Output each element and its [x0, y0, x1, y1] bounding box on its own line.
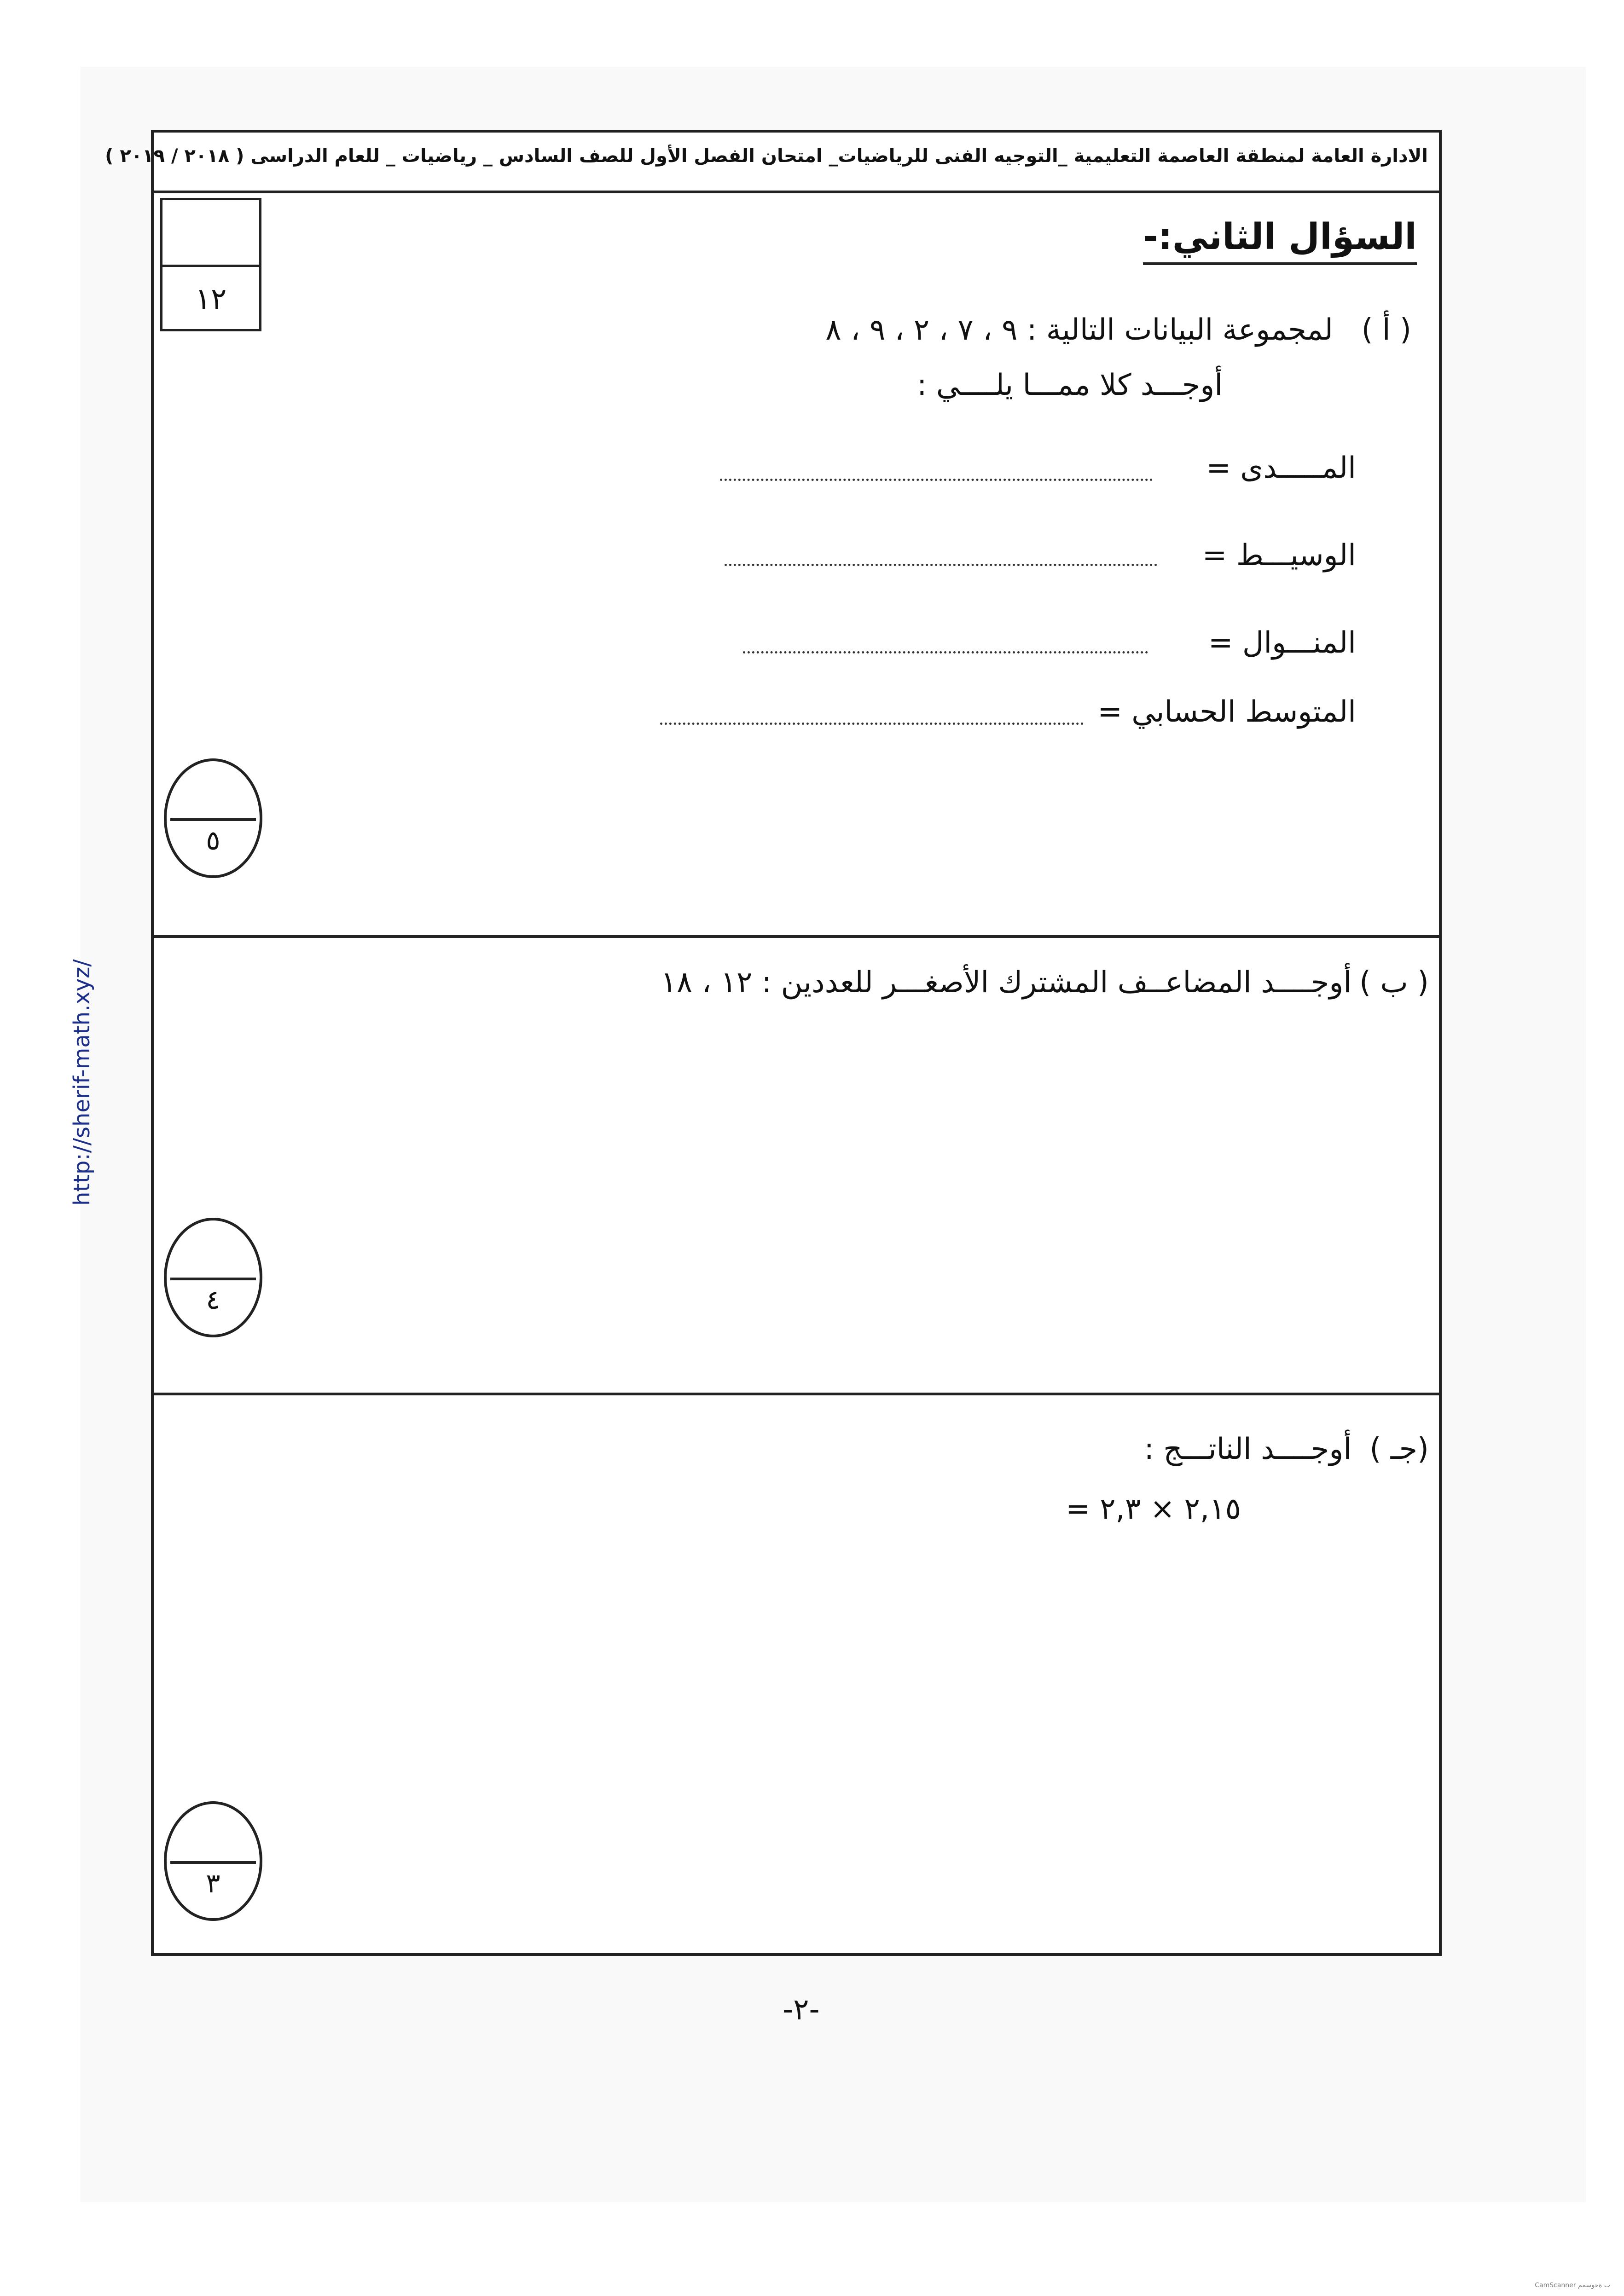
- mean-answer-line[interactable]: [660, 723, 1084, 725]
- part-b-mark: ٤: [206, 1284, 220, 1315]
- question-title: السؤال الثاني:-: [1143, 216, 1417, 265]
- part-b-prompt: أوجــــد المضاعــف المشترك الأصغـــر للعددين : ١٢ ، ١٨: [661, 966, 1351, 1000]
- page-number: -٢-: [783, 1993, 820, 2027]
- mode-label: المنـــوال =: [1208, 626, 1356, 660]
- total-mark-value: ١٢: [195, 282, 227, 316]
- part-b-mark-oval: [164, 1218, 262, 1337]
- exam-header: [105, 133, 1439, 193]
- section-part-c: [154, 1395, 1439, 1953]
- total-mark-blank: [162, 200, 259, 267]
- part-b-label: ( ب ): [1359, 966, 1429, 1000]
- median-label: الوسيـــط =: [1202, 538, 1356, 573]
- part-a-prompt: لمجموعة البيانات التالية : ٩ ، ٧ ، ٢ ، ٩ ، ٨: [825, 313, 1333, 347]
- part-a-label: ( أ ): [1361, 313, 1411, 347]
- part-c-expression: ٢,١٥ × ٢,٣ =: [1066, 1492, 1241, 1526]
- mode-answer-line[interactable]: [743, 651, 1148, 654]
- header-text: الادارة العامة لمنطقة العاصمة التعليمية _التوجيه الفنى للرياضيات_ امتحان الفصل الأول للصف السادس _ رياضيات _ للعام الدراسى ( ٢٠١٨ / ٢٠١٩ ): [105, 145, 1428, 167]
- part-c-prompt: أوجــــد الناتـــج :: [1144, 1432, 1351, 1466]
- scanner-footer-note: CamScanner ب ةحوسمم: [1535, 2282, 1610, 2289]
- range-answer-line[interactable]: [720, 479, 1153, 481]
- median-answer-line[interactable]: [725, 564, 1157, 566]
- total-mark-box: [160, 198, 261, 331]
- part-c-mark: ٣: [206, 1868, 220, 1899]
- exam-frame: [105, 130, 1442, 1956]
- part-a-mark: ٥: [206, 825, 220, 856]
- range-label: المـــــدى =: [1206, 451, 1356, 485]
- part-c-label: (جـ ): [1369, 1432, 1429, 1466]
- side-url-link[interactable]: http://sherif-math.xyz/: [69, 959, 95, 1206]
- part-a-instruction: أوجـــد كلا ممـــا يلــــي :: [916, 368, 1223, 402]
- section-part-a: [154, 193, 1439, 938]
- mean-label: المتوسط الحسابي =: [1097, 695, 1356, 729]
- part-a-mark-oval: [164, 758, 262, 878]
- section-part-b: [154, 938, 1439, 1395]
- part-c-mark-oval: [164, 1801, 262, 1921]
